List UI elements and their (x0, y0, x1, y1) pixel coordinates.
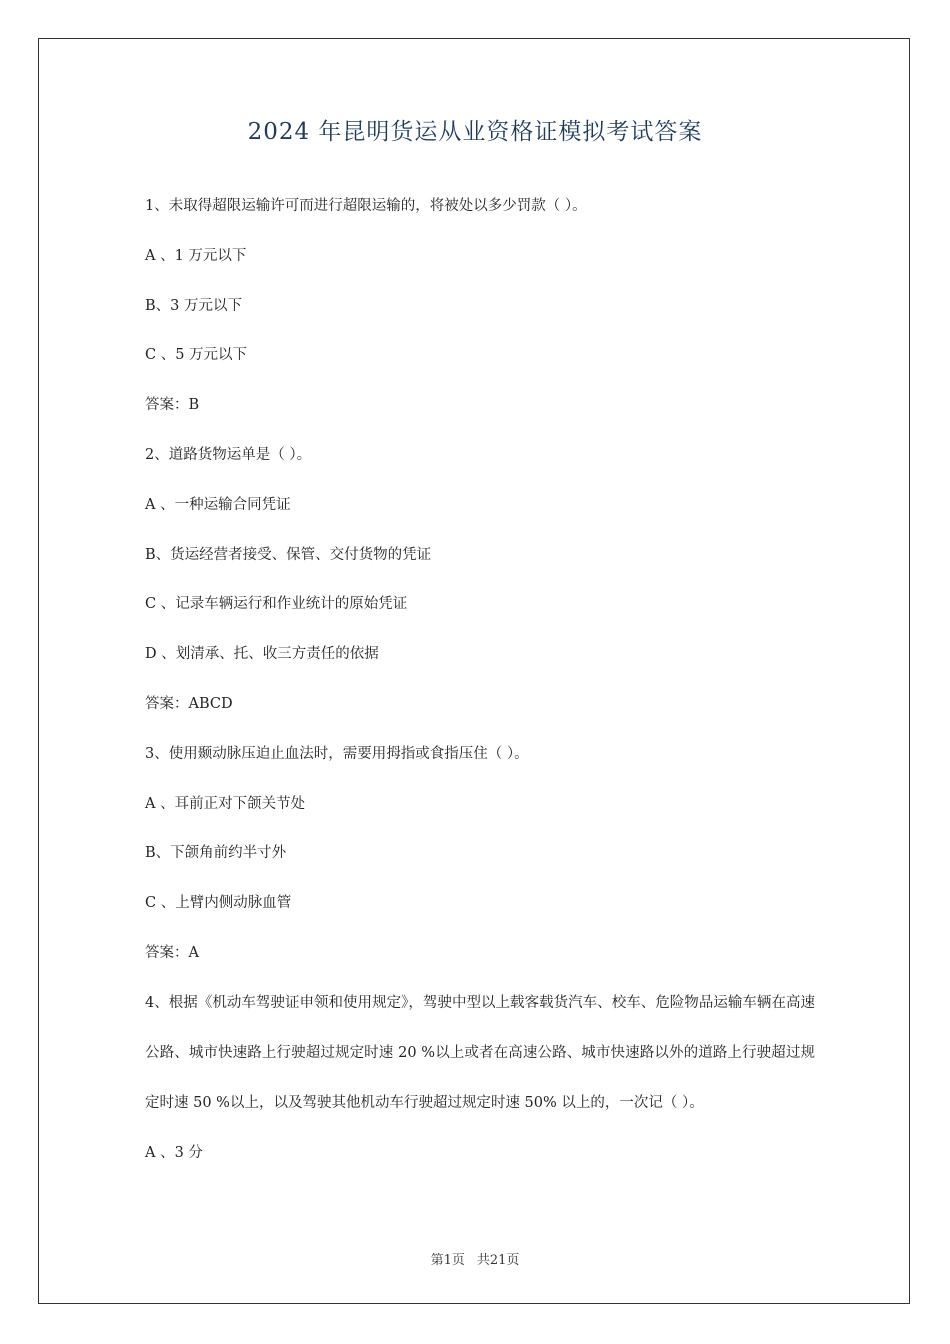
question-option: C 、上臂内侧动脉血管 (145, 895, 292, 912)
question-option: C 、记录车辆运行和作业统计的原始凭证 (145, 596, 408, 613)
page-number: 第1页 (430, 1253, 465, 1268)
question-option: A 、3 分 (145, 1144, 203, 1161)
question-answer: 答案：B (145, 397, 200, 414)
question-stem: 4、根据《机动车驾驶证申领和使用规定》，驾驶中型以上载客载货汽车、校车、危险物品运输车辆在高速公路、城市快速路上行驶超过规定时速 20 %以上或者在高速公路、城市快速路以外的道路上行驶超过规定时速 50 %以上，以及驾驶其他机动车行驶超过规定时速 50% 以上的，一次记（ ）。 (145, 994, 815, 1111)
question-option: D 、划清承、托、收三方责任的依据 (145, 646, 379, 663)
page-footer (0, 1249, 950, 1268)
question-list (145, 196, 815, 1192)
question-option: C 、5 万元以下 (145, 347, 248, 364)
document-title: 2024 年昆明货运从业资格证模拟考试答案 (247, 119, 703, 145)
question-option: A 、耳前正对下颌关节处 (145, 795, 306, 812)
question-answer: 答案：A (145, 944, 199, 961)
question-stem: 3、使用颞动脉压迫止血法时，需要用拇指或食指压住（ ）。 (145, 745, 529, 762)
question-stem: 2、道路货物运单是（ ）。 (145, 446, 312, 463)
page-total: 共21页 (476, 1253, 520, 1268)
question-stem: 1、未取得超限运输许可而进行超限运输的，将被处以多少罚款（ ）。 (145, 198, 587, 214)
question-answer: 答案：ABCD (145, 695, 233, 712)
question-option: B、货运经营者接受、保管、交付货物的凭证 (145, 546, 432, 563)
question-option: A 、1 万元以下 (145, 247, 247, 264)
question-option: A 、一种运输合同凭证 (145, 496, 291, 513)
question-option: B、下颌角前约半寸外 (145, 845, 287, 862)
question-option: B、3 万元以下 (145, 297, 242, 314)
